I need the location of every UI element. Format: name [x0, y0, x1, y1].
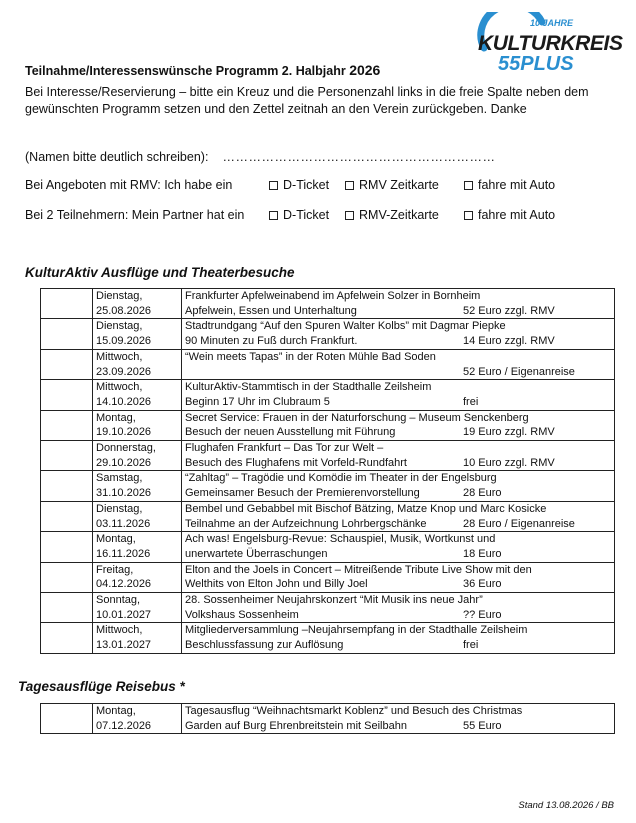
- row-day: Sonntag,: [96, 594, 141, 607]
- table-row: [41, 349, 615, 379]
- table-row: [41, 289, 615, 319]
- event-price: 52 Euro zzgl. RMV: [463, 304, 555, 317]
- event-detail: 90 Minuten zu Fuß durch Frankfurt.: [185, 335, 358, 348]
- intro-text: Bei Interesse/Reservierung – bitte ein Kreuz und die Personenzahl links in die freie Spalte neben dem gewünschten Programm setzen und den Zettel zeitnah an den Verein zurückgeben. Danke: [25, 85, 589, 116]
- page-title: Teilnahme/Interessenswünsche Programm 2. Halbjahr 2026: [25, 62, 381, 78]
- logo-line2: 55PLUS: [498, 53, 574, 75]
- date-cell: [93, 471, 182, 501]
- date-cell: [93, 623, 182, 653]
- logo-badge: 10 JAHRE: [530, 18, 574, 28]
- section-title-kulturaktiv: KulturAktiv Ausflüge und Theaterbesuche: [25, 265, 295, 280]
- event-price: frei: [463, 395, 479, 408]
- rmv-label: Bei Angeboten mit RMV: Ich habe ein: [25, 178, 233, 192]
- event-title: KulturAktiv-Stammtisch in der Stadthalle Zeilsheim: [185, 381, 432, 394]
- event-detail-line: [185, 577, 611, 592]
- date-cell: [93, 562, 182, 592]
- rmv-option-dticket[interactable]: D-Ticket: [269, 178, 329, 192]
- event-cell: [182, 532, 615, 562]
- event-cell: [182, 410, 615, 440]
- event-detail-line: [185, 719, 611, 734]
- row-date: 04.12.2026: [96, 578, 152, 591]
- row-day: Dienstag,: [96, 502, 143, 515]
- reservation-cell[interactable]: [41, 562, 93, 592]
- row-date: 10.01.2027: [96, 608, 152, 621]
- table-row: [41, 471, 615, 501]
- rmv-option-auto[interactable]: fahre mit Auto: [464, 178, 555, 192]
- date-cell: [93, 441, 182, 471]
- event-cell: [182, 441, 615, 471]
- event-detail: Apfelwein, Essen und Unterhaltung: [185, 304, 357, 317]
- table-row: [41, 562, 615, 592]
- table-row: [41, 441, 615, 471]
- event-detail-line: [185, 365, 611, 380]
- row-date: 19.10.2026: [96, 426, 152, 439]
- rmv-option-zeitkarte[interactable]: RMV Zeitkarte: [345, 178, 439, 192]
- event-cell: [182, 623, 615, 653]
- event-title: “Wein meets Tapas” in der Roten Mühle Bad Soden: [185, 350, 436, 363]
- event-title: Elton and the Joels in Concert – Mitreißende Tribute Live Show mit den: [185, 563, 532, 576]
- row-day: Freitag,: [96, 563, 134, 576]
- reservation-cell[interactable]: [41, 319, 93, 349]
- event-price: 55 Euro: [463, 719, 502, 732]
- event-price: 19 Euro zzgl. RMV: [463, 426, 555, 439]
- event-price: 28 Euro / Eigenanreise: [463, 517, 575, 530]
- row-date: 03.11.2026: [96, 517, 151, 530]
- row-day: Dienstag,: [96, 320, 143, 333]
- event-price: 36 Euro: [463, 578, 502, 591]
- event-cell: [182, 593, 615, 623]
- row-date: 14.10.2026: [96, 395, 152, 408]
- event-title: Tagesausflug “Weihnachtsmarkt Koblenz” und Besuch des Christmas: [185, 705, 523, 717]
- event-detail: Beginn 17 Uhr im Clubraum 5: [185, 395, 330, 408]
- rmv-row: [25, 178, 556, 192]
- program-table-kulturaktiv: [40, 288, 615, 654]
- partner-label: Bei 2 Teilnehmern: Mein Partner hat ein: [25, 208, 245, 222]
- event-detail-line: [185, 456, 611, 471]
- row-day: Samstag,: [96, 472, 143, 485]
- checkbox-icon[interactable]: [464, 181, 473, 190]
- date-cell: [93, 532, 182, 562]
- table-row: [41, 532, 615, 562]
- event-title: Frankfurter Apfelweinabend im Apfelwein Solzer in Bornheim: [185, 290, 481, 302]
- event-title: Stadtrundgang “Auf den Spuren Walter Kolbs” mit Dagmar Piepke: [185, 320, 506, 333]
- program-table-tagesausfluege: [40, 703, 615, 734]
- partner-row: [25, 208, 556, 222]
- event-detail: Garden auf Burg Ehrenbreitstein mit Seilbahn: [185, 719, 407, 732]
- event-price: 10 Euro zzgl. RMV: [463, 456, 555, 469]
- row-day: Dienstag,: [96, 290, 143, 302]
- reservation-cell[interactable]: [41, 380, 93, 410]
- names-label: (Namen bitte deutlich schreiben):: [25, 150, 209, 164]
- row-date: 25.08.2026: [96, 304, 152, 317]
- row-day: Montag,: [96, 705, 136, 717]
- row-day: Montag,: [96, 411, 136, 424]
- event-detail: Gemeinsamer Besuch der Premierenvorstellung: [185, 487, 420, 500]
- date-cell: [93, 349, 182, 379]
- event-cell: [182, 319, 615, 349]
- event-detail-line: [185, 638, 611, 653]
- checkbox-icon[interactable]: [269, 181, 278, 190]
- table-row: [41, 593, 615, 623]
- partner-option-zeitkarte[interactable]: RMV-Zeitkarte: [345, 208, 439, 222]
- row-date: 13.01.2027: [96, 639, 152, 652]
- event-detail-line: [185, 486, 611, 501]
- reservation-cell[interactable]: [41, 593, 93, 623]
- table-row: [41, 380, 615, 410]
- partner-option-dticket[interactable]: D-Ticket: [269, 208, 329, 222]
- event-cell: [182, 471, 615, 501]
- event-cell: [182, 562, 615, 592]
- row-day: Mittwoch,: [96, 381, 143, 394]
- event-title: “Zahltag” – Tragödie und Komödie im Theater in der Engelsburg: [185, 472, 497, 485]
- reservation-cell[interactable]: [41, 501, 93, 531]
- event-cell: [182, 289, 615, 319]
- row-day: Donnerstag,: [96, 442, 156, 455]
- partner-option-auto[interactable]: fahre mit Auto: [464, 208, 555, 222]
- event-detail: Besuch des Flughafens mit Vorfeld-Rundfahrt: [185, 456, 407, 469]
- table-row: [41, 319, 615, 349]
- date-cell: [93, 410, 182, 440]
- reservation-cell[interactable]: [41, 441, 93, 471]
- date-cell: [93, 704, 182, 734]
- row-day: Mittwoch,: [96, 624, 143, 637]
- event-cell: [182, 380, 615, 410]
- row-date: 16.11.2026: [96, 547, 151, 560]
- event-detail-line: [185, 395, 611, 410]
- event-title: Flughafen Frankfurt – Das Tor zur Welt –: [185, 442, 384, 455]
- event-cell: [182, 704, 615, 734]
- event-price: 28 Euro: [463, 487, 502, 500]
- reservation-cell[interactable]: [41, 410, 93, 440]
- event-price: 18 Euro: [463, 547, 502, 560]
- event-title: Ach was! Engelsburg-Revue: Schauspiel, Musik, Wortkunst und: [185, 533, 496, 546]
- logo-line1: KULTURKREIS: [478, 32, 623, 55]
- event-detail-line: [185, 334, 611, 349]
- event-title: Secret Service: Frauen in der Naturforschung – Museum Senckenberg: [185, 411, 529, 424]
- reservation-cell[interactable]: [41, 532, 93, 562]
- event-cell: [182, 349, 615, 379]
- date-cell: [93, 501, 182, 531]
- event-detail: Teilnahme an der Aufzeichnung Lohrbergschänke: [185, 517, 427, 530]
- event-cell: [182, 501, 615, 531]
- checkbox-icon[interactable]: [269, 211, 278, 220]
- event-detail: Beschlussfassung zur Auflösung: [185, 639, 344, 652]
- event-price: ?? Euro: [463, 608, 502, 621]
- checkbox-icon[interactable]: [345, 181, 354, 190]
- kulturkreis-logo: [470, 12, 630, 78]
- event-price: 52 Euro / Eigenanreise: [463, 365, 575, 378]
- row-date: 23.09.2026: [96, 365, 152, 378]
- row-date: 31.10.2026: [96, 487, 152, 500]
- checkbox-icon[interactable]: [345, 211, 354, 220]
- event-price: 14 Euro zzgl. RMV: [463, 335, 555, 348]
- event-detail-line: [185, 304, 611, 319]
- reservation-cell[interactable]: [41, 471, 93, 501]
- event-detail-line: [185, 517, 611, 532]
- row-day: Mittwoch,: [96, 350, 143, 363]
- section-title-tagesausfluege: Tagesausflüge Reisebus *: [18, 679, 185, 694]
- event-price: frei: [463, 639, 479, 652]
- row-date: 29.10.2026: [96, 456, 152, 469]
- names-field[interactable]: [25, 150, 495, 164]
- footer-stand: Stand 13.08.2026 / BB: [518, 800, 614, 811]
- reservation-cell[interactable]: [41, 623, 93, 653]
- names-dotted-line[interactable]: ………………………………………………………: [222, 150, 496, 164]
- date-cell: [93, 319, 182, 349]
- event-detail-line: [185, 425, 611, 440]
- table-row: [41, 623, 615, 653]
- date-cell: [93, 380, 182, 410]
- event-detail: unerwartete Überraschungen: [185, 547, 328, 560]
- reservation-cell[interactable]: [41, 289, 93, 319]
- event-detail: Welthits von Elton John und Billy Joel: [185, 578, 368, 591]
- date-cell: [93, 289, 182, 319]
- event-detail-line: [185, 547, 611, 562]
- table-row: [41, 704, 615, 734]
- event-title: 28. Sossenheimer Neujahrskonzert “Mit Musik ins neue Jahr”: [185, 594, 483, 607]
- event-detail: Besuch der neuen Ausstellung mit Führung: [185, 426, 396, 439]
- row-day: Montag,: [96, 533, 136, 546]
- reservation-cell[interactable]: [41, 349, 93, 379]
- table-row: [41, 410, 615, 440]
- event-detail-line: [185, 608, 611, 623]
- checkbox-icon[interactable]: [464, 211, 473, 220]
- date-cell: [93, 593, 182, 623]
- event-title: Bembel und Gebabbel mit Bischof Bätzing, Matze Knop und Marc Kosicke: [185, 502, 547, 515]
- event-title: Mitgliederversammlung –Neujahrsempfang in der Stadthalle Zeilsheim: [185, 624, 528, 637]
- row-date: 15.09.2026: [96, 335, 152, 348]
- event-detail: Volkshaus Sossenheim: [185, 608, 299, 621]
- reservation-cell[interactable]: [41, 704, 93, 734]
- table-row: [41, 501, 615, 531]
- row-date: 07.12.2026: [96, 719, 152, 732]
